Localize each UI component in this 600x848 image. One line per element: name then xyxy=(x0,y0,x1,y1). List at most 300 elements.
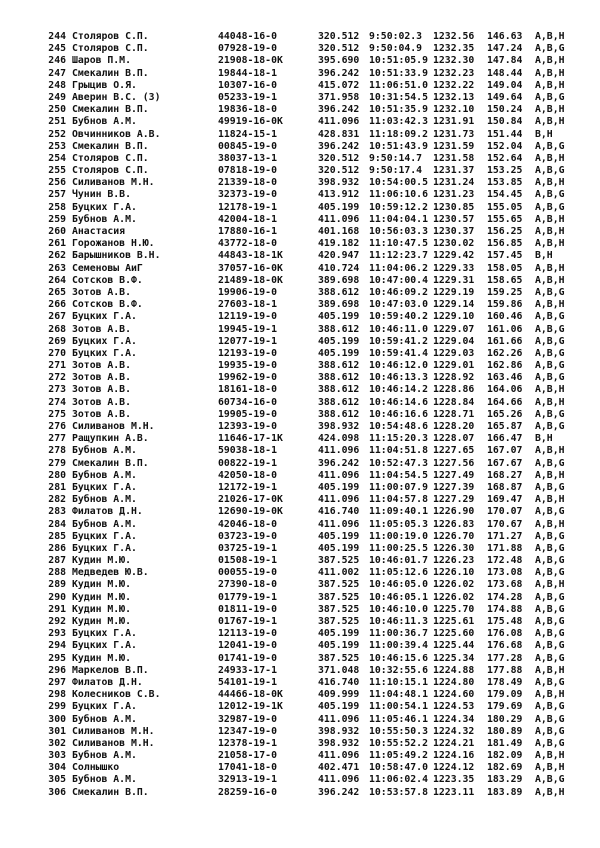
owner-name: Буцких Г.А. xyxy=(72,481,137,493)
speed: 1226.83 xyxy=(433,518,475,530)
owner-name: Зотов А.В. xyxy=(72,384,131,396)
arrival-time: 10:59:41.4 xyxy=(369,347,428,359)
points: 147.24 xyxy=(487,43,523,55)
distance: 405.199 xyxy=(318,481,360,493)
category-flags: A,B,H xyxy=(535,79,565,91)
result-row xyxy=(40,750,580,762)
distance: 387.525 xyxy=(318,555,360,567)
distance: 320.512 xyxy=(318,31,360,42)
category-flags: A,B,G xyxy=(535,725,565,737)
distance: 411.096 xyxy=(318,518,360,530)
place: 256 xyxy=(48,177,66,189)
arrival-time: 11:05:46.1 xyxy=(369,713,428,725)
points: 163.46 xyxy=(487,372,523,384)
speed: 1226.30 xyxy=(433,542,475,554)
speed: 1225.61 xyxy=(433,616,475,627)
category-flags: A,B,H xyxy=(535,116,565,128)
ring-number: 42046-18-0 xyxy=(218,518,277,530)
ring-number: 12178-19-1 xyxy=(218,201,277,213)
place: 306 xyxy=(48,786,66,798)
distance: 411.096 xyxy=(318,469,360,481)
points: 171.88 xyxy=(487,542,523,554)
results-table xyxy=(40,31,580,799)
arrival-time: 11:04:51.8 xyxy=(369,445,428,457)
ring-number: 27603-18-1 xyxy=(218,299,277,311)
ring-number: 01741-19-0 xyxy=(218,652,277,664)
ring-number: 00055-19-0 xyxy=(218,567,277,579)
category-flags: A,B,G xyxy=(535,323,565,335)
arrival-time: 11:10:47.5 xyxy=(369,238,428,250)
ring-number: 12690-19-0K xyxy=(218,506,283,518)
result-row xyxy=(40,701,580,713)
result-row xyxy=(40,104,580,116)
speed: 1226.90 xyxy=(433,506,475,518)
result-row xyxy=(40,226,580,238)
place: 294 xyxy=(48,640,66,652)
arrival-time: 10:46:11.0 xyxy=(369,323,428,335)
result-row xyxy=(40,726,580,738)
distance: 389.698 xyxy=(318,299,360,311)
result-row xyxy=(40,68,580,80)
ring-number: 00845-19-0 xyxy=(218,140,277,152)
place: 269 xyxy=(48,335,66,347)
arrival-time: 10:46:11.3 xyxy=(369,616,428,627)
result-row xyxy=(40,787,580,799)
ring-number: 12077-19-1 xyxy=(218,335,277,347)
result-row xyxy=(40,250,580,262)
category-flags: A,B,G xyxy=(535,555,565,567)
category-flags: A,B,G xyxy=(535,591,565,603)
owner-name: Аверин В.С. (3) xyxy=(72,91,161,103)
place: 268 xyxy=(48,323,66,335)
place: 267 xyxy=(48,311,66,323)
distance: 398.932 xyxy=(318,177,360,189)
owner-name: Горожанов Н.Ю. xyxy=(72,238,155,250)
points: 183.29 xyxy=(487,774,523,786)
category-flags: A,B,G xyxy=(535,603,565,615)
place: 248 xyxy=(48,79,66,91)
points: 170.67 xyxy=(487,518,523,530)
result-row xyxy=(40,506,580,518)
points: 167.67 xyxy=(487,457,523,469)
place: 298 xyxy=(48,689,66,701)
owner-name: Шаров П.М. xyxy=(72,55,131,67)
result-row xyxy=(40,214,580,226)
arrival-time: 10:51:33.9 xyxy=(369,67,428,79)
category-flags: A,B,H xyxy=(535,238,565,250)
speed: 1229.19 xyxy=(433,286,475,298)
place: 253 xyxy=(48,140,66,152)
place: 303 xyxy=(48,750,66,762)
arrival-time: 10:46:05.1 xyxy=(369,591,428,603)
category-flags: A,B,H xyxy=(535,262,565,274)
speed: 1225.60 xyxy=(433,628,475,640)
distance: 388.612 xyxy=(318,286,360,298)
speed: 1232.23 xyxy=(433,67,475,79)
arrival-time: 10:51:43.9 xyxy=(369,140,428,152)
owner-name: Столяров С.П. xyxy=(72,43,149,55)
category-flags: A,B,G xyxy=(535,408,565,420)
arrival-time: 10:46:15.6 xyxy=(369,652,428,664)
distance: 389.698 xyxy=(318,274,360,286)
arrival-time: 10:46:13.3 xyxy=(369,372,428,384)
category-flags: A,B,G xyxy=(535,457,565,469)
ring-number: 21339-18-0 xyxy=(218,177,277,189)
owner-name: Кудин М.Ю. xyxy=(72,591,131,603)
speed: 1224.21 xyxy=(433,737,475,749)
arrival-time: 10:46:14.6 xyxy=(369,396,428,408)
owner-name: Силиванов М.Н. xyxy=(72,421,155,432)
distance: 398.932 xyxy=(318,737,360,749)
ring-number: 05233-19-1 xyxy=(218,91,277,103)
points: 183.89 xyxy=(487,786,523,798)
owner-name: Бубнов А.М. xyxy=(72,518,137,530)
owner-name: Анастасия xyxy=(72,226,126,237)
result-row xyxy=(40,482,580,494)
category-flags: A,B,H xyxy=(535,469,565,481)
category-flags: A,B,H xyxy=(535,384,565,396)
arrival-time: 10:46:01.7 xyxy=(369,555,428,567)
category-flags: A,B,H xyxy=(535,31,565,42)
points: 171.27 xyxy=(487,530,523,542)
owner-name: Бубнов А.М. xyxy=(72,774,137,786)
arrival-time: 11:00:07.9 xyxy=(369,481,428,493)
points: 151.44 xyxy=(487,128,523,140)
ring-number: 12041-19-0 xyxy=(218,640,277,652)
arrival-time: 11:00:36.7 xyxy=(369,628,428,640)
category-flags: A,B,H xyxy=(535,579,565,591)
category-flags: A,B,G xyxy=(535,335,565,347)
owner-name: Столяров С.П. xyxy=(72,152,149,164)
arrival-time: 11:05:12.6 xyxy=(369,567,428,579)
category-flags: B,H xyxy=(535,433,553,445)
arrival-time: 10:51:05.9 xyxy=(369,55,428,67)
distance: 388.612 xyxy=(318,384,360,396)
ring-number: 19836-18-0 xyxy=(218,104,277,116)
distance: 387.525 xyxy=(318,603,360,615)
speed: 1229.01 xyxy=(433,360,475,372)
result-row xyxy=(40,409,580,421)
speed: 1226.02 xyxy=(433,591,475,603)
speed: 1226.02 xyxy=(433,579,475,591)
speed: 1224.80 xyxy=(433,676,475,688)
arrival-time: 9:50:04.9 xyxy=(369,43,423,55)
arrival-time: 11:04:57.8 xyxy=(369,494,428,506)
speed: 1231.73 xyxy=(433,128,475,140)
points: 182.09 xyxy=(487,750,523,762)
distance: 398.932 xyxy=(318,421,360,432)
category-flags: A,B,H xyxy=(535,55,565,67)
distance: 424.098 xyxy=(318,433,360,445)
owner-name: Чунин В.В. xyxy=(72,189,131,201)
place: 273 xyxy=(48,384,66,396)
speed: 1225.44 xyxy=(433,640,475,652)
place: 271 xyxy=(48,360,66,372)
points: 159.86 xyxy=(487,299,523,311)
ring-number: 43772-18-0 xyxy=(218,238,277,250)
speed: 1232.10 xyxy=(433,104,475,116)
speed: 1231.58 xyxy=(433,152,475,164)
ring-number: 12378-19-1 xyxy=(218,737,277,749)
category-flags: A,B,G xyxy=(535,652,565,664)
speed: 1225.70 xyxy=(433,603,475,615)
speed: 1232.56 xyxy=(433,31,475,42)
result-row xyxy=(40,189,580,201)
category-flags: A,B,H xyxy=(535,494,565,506)
distance: 419.182 xyxy=(318,238,360,250)
owner-name: Маркелов В.П. xyxy=(72,664,149,676)
points: 165.26 xyxy=(487,408,523,420)
result-row xyxy=(40,762,580,774)
category-flags: A,B,H xyxy=(535,518,565,530)
ring-number: 03725-19-1 xyxy=(218,542,277,554)
owner-name: Зотов А.В. xyxy=(72,408,131,420)
place: 245 xyxy=(48,43,66,55)
speed: 1232.22 xyxy=(433,79,475,91)
category-flags: A,B,G xyxy=(535,201,565,213)
owner-name: Бубнов А.М. xyxy=(72,445,137,457)
category-flags: A,B,G xyxy=(535,713,565,725)
result-row xyxy=(40,470,580,482)
place: 247 xyxy=(48,67,66,79)
category-flags: A,B,G xyxy=(535,372,565,384)
ring-number: 17880-16-1 xyxy=(218,226,277,237)
arrival-time: 10:54:48.6 xyxy=(369,421,428,432)
speed: 1229.33 xyxy=(433,262,475,274)
ring-number: 12119-19-0 xyxy=(218,311,277,323)
arrival-time: 10:59:41.2 xyxy=(369,335,428,347)
owner-name: Столяров С.П. xyxy=(72,31,149,42)
distance: 387.525 xyxy=(318,591,360,603)
arrival-time: 11:03:42.3 xyxy=(369,116,428,128)
speed: 1227.39 xyxy=(433,481,475,493)
category-flags: A,B,G xyxy=(535,286,565,298)
points: 153.85 xyxy=(487,177,523,189)
category-flags: A,B,H xyxy=(535,152,565,164)
ring-number: 12393-19-0 xyxy=(218,421,277,432)
ring-number: 01767-19-1 xyxy=(218,616,277,627)
speed: 1228.07 xyxy=(433,433,475,445)
speed: 1227.29 xyxy=(433,494,475,506)
ring-number: 12193-19-0 xyxy=(218,347,277,359)
category-flags: A,B,H xyxy=(535,689,565,701)
owner-name: Кудин М.Ю. xyxy=(72,652,131,664)
owner-name: Смекалин В.П. xyxy=(72,67,149,79)
owner-name: Бубнов А.М. xyxy=(72,116,137,128)
place: 279 xyxy=(48,457,66,469)
place: 270 xyxy=(48,347,66,359)
points: 168.27 xyxy=(487,469,523,481)
distance: 411.096 xyxy=(318,445,360,457)
arrival-time: 10:51:35.9 xyxy=(369,104,428,116)
points: 150.84 xyxy=(487,116,523,128)
distance: 396.242 xyxy=(318,67,360,79)
distance: 405.199 xyxy=(318,640,360,652)
points: 178.49 xyxy=(487,676,523,688)
points: 164.06 xyxy=(487,384,523,396)
place: 291 xyxy=(48,603,66,615)
points: 168.87 xyxy=(487,481,523,493)
owner-name: Бубнов А.М. xyxy=(72,494,137,506)
result-row xyxy=(40,43,580,55)
distance: 387.525 xyxy=(318,579,360,591)
owner-name: Смекалин В.П. xyxy=(72,786,149,798)
speed: 1228.86 xyxy=(433,384,475,396)
points: 158.65 xyxy=(487,274,523,286)
points: 146.63 xyxy=(487,31,523,42)
owner-name: Смекалин В.П. xyxy=(72,104,149,116)
owner-name: Медведев Ю.В. xyxy=(72,567,149,579)
owner-name: Зотов А.В. xyxy=(72,323,131,335)
distance: 402.471 xyxy=(318,762,360,774)
place: 244 xyxy=(48,31,66,42)
arrival-time: 10:59:12.2 xyxy=(369,201,428,213)
speed: 1230.37 xyxy=(433,226,475,237)
ring-number: 11646-17-1K xyxy=(218,433,283,445)
category-flags: A,B,H xyxy=(535,750,565,762)
result-row xyxy=(40,263,580,275)
distance: 420.947 xyxy=(318,250,360,262)
place: 305 xyxy=(48,774,66,786)
speed: 1226.70 xyxy=(433,530,475,542)
distance: 411.096 xyxy=(318,494,360,506)
points: 179.09 xyxy=(487,689,523,701)
ring-number: 21026-17-0K xyxy=(218,494,283,506)
ring-number: 19906-19-0 xyxy=(218,286,277,298)
result-row xyxy=(40,238,580,250)
speed: 1232.30 xyxy=(433,55,475,67)
arrival-time: 11:05:05.3 xyxy=(369,518,428,530)
result-row xyxy=(40,543,580,555)
distance: 411.096 xyxy=(318,213,360,225)
owner-name: Зотов А.В. xyxy=(72,360,131,372)
ring-number: 24933-17-1 xyxy=(218,664,277,676)
distance: 395.690 xyxy=(318,55,360,67)
arrival-time: 10:52:47.3 xyxy=(369,457,428,469)
distance: 388.612 xyxy=(318,360,360,372)
place: 283 xyxy=(48,506,66,518)
arrival-time: 10:59:40.2 xyxy=(369,311,428,323)
place: 262 xyxy=(48,250,66,262)
owner-name: Сотсков В.Ф. xyxy=(72,299,143,311)
category-flags: A,B,G xyxy=(535,140,565,152)
owner-name: Кудин М.Ю. xyxy=(72,579,131,591)
speed: 1223.11 xyxy=(433,786,475,798)
place: 286 xyxy=(48,542,66,554)
ring-number: 03723-19-0 xyxy=(218,530,277,542)
ring-number: 21058-17-0 xyxy=(218,750,277,762)
category-flags: A,B,G xyxy=(535,530,565,542)
points: 180.89 xyxy=(487,725,523,737)
place: 276 xyxy=(48,421,66,432)
speed: 1224.12 xyxy=(433,762,475,774)
points: 161.06 xyxy=(487,323,523,335)
speed: 1229.04 xyxy=(433,335,475,347)
arrival-time: 11:06:02.4 xyxy=(369,774,428,786)
arrival-time: 11:10:15.1 xyxy=(369,676,428,688)
distance: 388.612 xyxy=(318,323,360,335)
owner-name: Буцких Г.А. xyxy=(72,311,137,323)
arrival-time: 11:00:25.5 xyxy=(369,542,428,554)
place: 299 xyxy=(48,701,66,713)
distance: 413.912 xyxy=(318,189,360,201)
points: 156.25 xyxy=(487,226,523,237)
result-row xyxy=(40,31,580,43)
place: 249 xyxy=(48,91,66,103)
distance: 405.199 xyxy=(318,335,360,347)
category-flags: A,B,G xyxy=(535,43,565,55)
result-row xyxy=(40,348,580,360)
points: 180.29 xyxy=(487,713,523,725)
speed: 1231.24 xyxy=(433,177,475,189)
speed: 1227.49 xyxy=(433,469,475,481)
points: 174.88 xyxy=(487,603,523,615)
category-flags: A,B,H xyxy=(535,396,565,408)
points: 157.45 xyxy=(487,250,523,262)
ring-number: 12172-19-1 xyxy=(218,481,277,493)
place: 257 xyxy=(48,189,66,201)
distance: 405.199 xyxy=(318,530,360,542)
owner-name: Силиванов М.Н. xyxy=(72,725,155,737)
place: 278 xyxy=(48,445,66,457)
place: 293 xyxy=(48,628,66,640)
points: 162.26 xyxy=(487,347,523,359)
points: 167.07 xyxy=(487,445,523,457)
category-flags: A,B,H xyxy=(535,226,565,237)
category-flags: A,B,G xyxy=(535,567,565,579)
arrival-time: 10:31:54.5 xyxy=(369,91,428,103)
ring-number: 27390-18-0 xyxy=(218,579,277,591)
owner-name: Зотов А.В. xyxy=(72,372,131,384)
category-flags: A,B,G xyxy=(535,640,565,652)
points: 148.44 xyxy=(487,67,523,79)
place: 251 xyxy=(48,116,66,128)
arrival-time: 9:50:17.4 xyxy=(369,165,423,177)
arrival-time: 11:18:09.2 xyxy=(369,128,428,140)
speed: 1229.03 xyxy=(433,347,475,359)
points: 156.85 xyxy=(487,238,523,250)
distance: 410.724 xyxy=(318,262,360,274)
speed: 1228.92 xyxy=(433,372,475,384)
speed: 1232.35 xyxy=(433,43,475,55)
ring-number: 12347-19-0 xyxy=(218,725,277,737)
owner-name: Бубнов А.М. xyxy=(72,713,137,725)
ring-number: 19935-19-0 xyxy=(218,360,277,372)
points: 152.64 xyxy=(487,152,523,164)
points: 172.48 xyxy=(487,555,523,567)
speed: 1232.13 xyxy=(433,91,475,103)
speed: 1230.85 xyxy=(433,201,475,213)
place: 302 xyxy=(48,737,66,749)
ring-number: 49919-16-0K xyxy=(218,116,283,128)
distance: 415.072 xyxy=(318,79,360,91)
speed: 1224.53 xyxy=(433,701,475,713)
ring-number: 19844-18-1 xyxy=(218,67,277,79)
owner-name: Бубнов А.М. xyxy=(72,469,137,481)
arrival-time: 10:54:00.5 xyxy=(369,177,428,189)
distance: 405.199 xyxy=(318,201,360,213)
result-row xyxy=(40,153,580,165)
owner-name: Буцких Г.А. xyxy=(72,335,137,347)
distance: 411.002 xyxy=(318,567,360,579)
arrival-time: 11:04:04.1 xyxy=(369,213,428,225)
category-flags: A,B,G xyxy=(535,701,565,713)
ring-number: 59038-18-1 xyxy=(218,445,277,457)
result-row xyxy=(40,324,580,336)
place: 282 xyxy=(48,494,66,506)
owner-name: Столяров С.П. xyxy=(72,165,149,177)
result-row xyxy=(40,531,580,543)
